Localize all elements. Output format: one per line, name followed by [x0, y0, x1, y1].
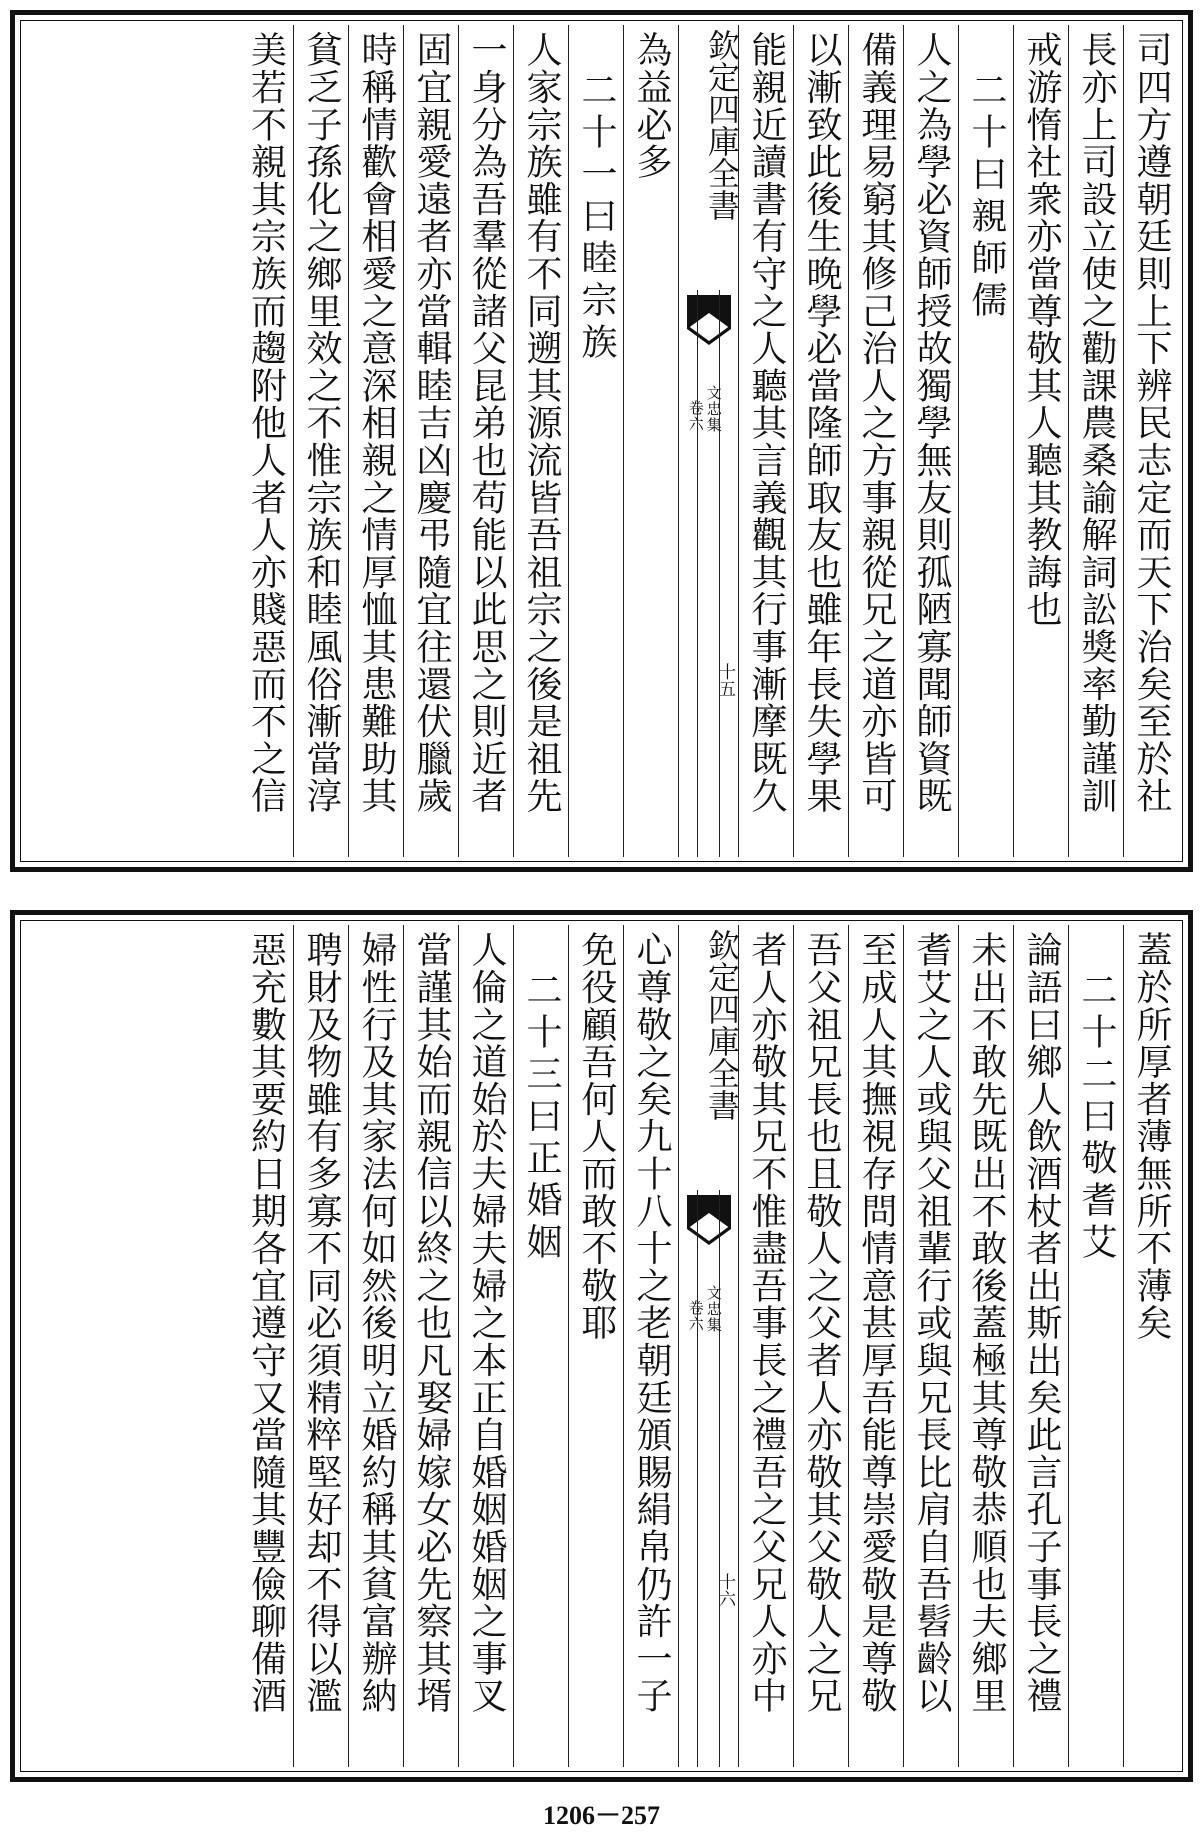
text-column: 人家宗族雖有不同遡其源流皆吾祖宗之後是祖先: [513, 25, 568, 857]
fold-line: [697, 290, 698, 857]
text-column: 免役顧吾何人而敢不敬耶: [568, 925, 623, 1767]
top-page: [10, 10, 1193, 872]
fish-tail-mark: [679, 1225, 739, 1275]
text-column: 至成人其撫視存問情意甚厚吾能尊崇愛敬是尊敬: [848, 925, 903, 1767]
section-heading: 二十三曰正婚姻: [513, 925, 568, 1767]
text-column: 惡充數其要約日期各宜遵守又當隨其豐儉聊備酒: [245, 931, 287, 1715]
volume-label: 卷六: [686, 1300, 705, 1332]
text-column: 能親近讀書有守之人聽其言義觀其行事漸摩既久: [738, 25, 793, 857]
collection-title: 文忠集: [704, 1285, 723, 1333]
section-heading: 二十曰親師儒: [958, 25, 1013, 857]
fold-line: [719, 1190, 720, 1767]
volume-label: 卷六: [686, 400, 705, 432]
fold-line: [697, 1190, 698, 1767]
top-page-columns: [25, 25, 1178, 857]
text-column: 心尊敬之矣九十八十之老朝廷頒賜絹帛仍許一子: [623, 925, 678, 1767]
series-title: 欽定四庫全書: [703, 929, 741, 1121]
section-heading: 二十一曰睦宗族: [568, 25, 623, 857]
text-column: 聘財及物雖有多寡不同必須精粹堅好却不得以濫: [293, 925, 348, 1767]
text-column: 長亦上司設立使之勸課農桑諭解詞訟獎率勤謹訓: [1068, 25, 1123, 857]
text-column: 戒游惰社衆亦當尊敬其人聽其教誨也: [1013, 25, 1068, 857]
text-column: 論語曰鄉人飲酒杖者出斯出矣此言孔子事長之禮: [1013, 925, 1068, 1767]
text-column: 貧乏子孫化之鄉里效之不惟宗族和睦風俗漸當淳: [293, 25, 348, 857]
section-heading: 二十二曰敬耆艾: [1068, 925, 1123, 1767]
fish-tail-mark: [679, 325, 739, 375]
text-column: 以漸致此後生晚學必當隆師取友也雖年長失學果: [793, 25, 848, 857]
text-column: 吾父祖兄長也且敬人之父者人亦敬其父敬人之兄: [793, 925, 848, 1767]
collection-title: 文忠集: [704, 385, 723, 433]
bottom-page-columns: [25, 925, 1178, 1767]
text-column: 時稱情歡會相愛之意深相親之情厚恤其患難助其: [348, 25, 403, 857]
text-column: 固宜親愛遠者亦當輯睦吉凶慶弔隨宜往還伏臘歲: [403, 25, 458, 857]
text-column: 為益必多: [623, 25, 678, 857]
fold-line: [719, 290, 720, 857]
series-title: 欽定四庫全書: [703, 29, 741, 221]
text-column: 未出不敢先既出不敢後蓋極其尊敬恭順也夫鄉里: [958, 925, 1013, 1767]
text-column: 人倫之道始於夫婦夫婦之本正自婚姻婚姻之事叉: [458, 925, 513, 1767]
text-column: 人之為學必資師授故獨學無友則孤陋寡聞師資既: [903, 25, 958, 857]
center-fold: [678, 25, 741, 857]
text-column: 美若不親其宗族而趨附他人者人亦賤惡而不之信: [245, 31, 287, 815]
text-column: 耆艾之人或與父祖輩行或與兄長比肩自吾髫齡以: [903, 925, 958, 1767]
folio-number: 十六: [715, 1573, 735, 1607]
text-column: 一身分為吾羣從諸父昆弟也苟能以此思之則近者: [458, 25, 513, 857]
folio-number: 十五: [715, 663, 735, 697]
page-number: 1206－257: [542, 1801, 660, 1830]
text-column: 者人亦敬其兄不惟盡吾事長之禮吾之父兄人亦中: [738, 925, 793, 1767]
bottom-page: [10, 910, 1193, 1782]
text-column: 當謹其始而親信以終之也凡娶婦嫁女必先察其壻: [403, 925, 458, 1767]
text-column: 蓋於所厚者薄無所不薄矣: [1123, 925, 1178, 1767]
text-column: 婦性行及其家法何如然後明立婚約稱其貧富辦納: [348, 925, 403, 1767]
text-column: 備義理易窮其修己治人之方事親從兄之道亦皆可: [848, 25, 903, 857]
text-column: 司四方遵朝廷則上下辨民志定而天下治矣至於社: [1123, 25, 1178, 857]
center-fold: [678, 925, 741, 1767]
